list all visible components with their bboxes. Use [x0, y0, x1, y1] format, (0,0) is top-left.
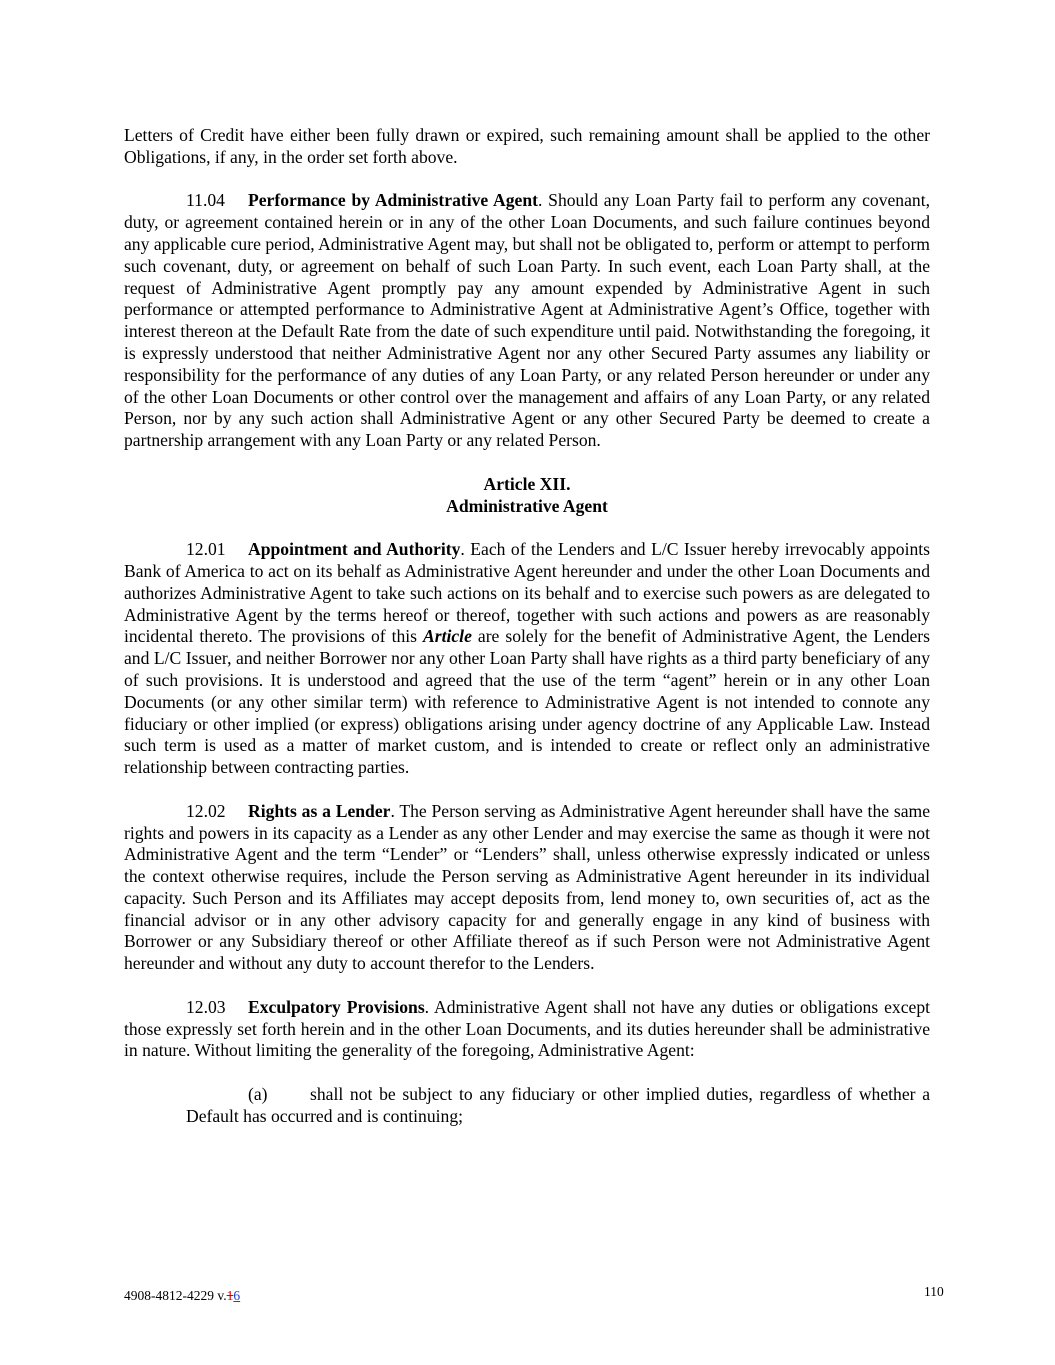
clause-a — [186, 1084, 930, 1128]
section-body-part1: . Each of the Lenders and L/C Issuer hereby irrevocably appoints Bank of America to act on its behalf as Administrative Agent hereunder and under the other Loan Documents and authorizes Administrative Agent to take such actions on its behalf and to exercise such powers as are delegated to Administrative Agent by the terms hereof or thereof, together with such actions and powers as are reasonably incidental thereto. The provisions of this — [124, 539, 930, 647]
section-title: Exculpatory Provisions — [248, 996, 425, 1017]
section-12-01 — [124, 539, 930, 779]
continuation-paragraph: Letters of Credit have either been fully drawn or expired, such remaining amount shall be applied to the other Obligations, if any, in the order set forth above. — [124, 125, 930, 167]
deleted-version: 1 — [226, 1288, 234, 1303]
section-12-02 — [124, 801, 930, 975]
document-page — [124, 125, 930, 1149]
document-id-footer — [124, 1288, 240, 1304]
section-12-03 — [124, 997, 930, 1062]
article-heading — [124, 474, 930, 518]
section-body: . Should any Loan Party fail to perform any covenant, duty, or agreement contained herein or in any of the other Loan Documents, and such failure continues beyond any applicable cure period, Administrative Agent may, but shall not be obligated to, perform or attempt to perform such covenant, duty, or agreement on behalf of such Loan Party. In such event, each Loan Party shall, at the request of Administrative Agent promptly pay any amount expended by Administrative Agent in such performance or attempted performance to Administrative Agent at Administrative Agent’s Office, together with interest thereon at the Default Rate from the date of such expenditure until paid. Notwithstanding the foregoing, it is expressly understood that neither Administrative Agent nor any other Secured Party assumes any liability or responsibility for the performance of any duties of any Loan Party, or any related Person hereunder or under any of the other Loan Documents or other control over the management and affairs of any Loan Party, or any related Person, nor by any such action shall Administrative Agent or any other Secured Party be deemed to create a partnership arrangement with any Loan Party or any related Person. — [124, 190, 930, 451]
section-title: Performance by Administrative Agent — [248, 190, 538, 211]
section-title: Appointment and Authority — [248, 539, 461, 560]
page-number: 110 — [924, 1284, 944, 1299]
article-title: Administrative Agent — [446, 495, 608, 516]
section-body-part2: are solely for the benefit of Administrative Agent, the Lenders and L/C Issuer, and neither Borrower nor any other Loan Party shall have rights as a third party beneficiary of any of such provisions. It is understood and agreed that the use of the term “agent” herein or in any other Loan Documents (or any other similar term) with reference to Administrative Agent is not intended to connote any fiduciary or other implied (or express) obligations arising under agency doctrine of any Applicable Law. Instead such term is used as a matter of market custom, and is intended to create or reflect only an administrative relationship between contracting parties. — [124, 626, 931, 778]
inserted-version: 6 — [233, 1288, 241, 1303]
clause-text: shall not be subject to any fiduciary or other implied duties, regardless of whether a Default has occurred and is continuing; — [186, 1084, 930, 1126]
section-11-04 — [124, 190, 930, 452]
section-title: Rights as a Lender — [248, 800, 391, 821]
section-body: . The Person serving as Administrative Agent hereunder shall have the same rights and powers in its capacity as a Lender as any other Lender and may exercise the same as though it were not Administrative Agent and the term “Lender” or “Lenders” shall, unless otherwise expressly indicated or unless the context otherwise requires, include the Person serving as Administrative Agent hereunder in its individual capacity. Such Person and its Affiliates may accept deposits from, lend money to, own securities of, act as the financial advisor or in any other advisory capacity for and generally engage in any kind of business with Borrower or any Subsidiary thereof or other Affiliate thereof as if such Person were not Administrative Agent hereunder and without any duty to account therefor to the Lenders. — [124, 800, 930, 974]
section-body: . Administrative Agent shall not have any duties or obligations except those expressly set forth herein and in the other Loan Documents, and its duties hereunder shall be administrative in nature. Without limiting the generality of the foregoing, Administrative Agent: — [124, 996, 931, 1061]
clause-label: (a) — [248, 1084, 268, 1105]
section-number: 12.03 — [186, 996, 226, 1017]
section-number: 12.01 — [186, 539, 226, 560]
article-number: Article XII. — [483, 473, 571, 494]
article-reference: Article — [423, 626, 472, 647]
document-id: 4908-4812-4229 v. — [124, 1288, 227, 1303]
section-number: 11.04 — [186, 190, 225, 211]
section-number: 12.02 — [186, 800, 226, 821]
